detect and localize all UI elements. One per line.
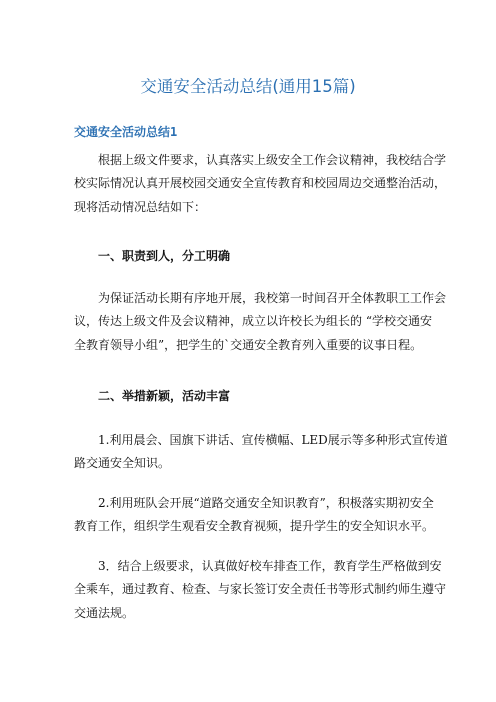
- paragraph-line: 校实际情况认真开展校园交通安全宣传教育和校园周边交通整治活动，: [74, 176, 447, 191]
- paragraph-line: 全教育领导小组”，把学生的`交通安全教育列入重要的议事日程。: [74, 337, 423, 352]
- paragraph-line: 路交通安全知识。: [74, 456, 171, 471]
- paragraph-line: 全乘车，通过教育、检查、与家长签订安全责任书等形式制约师生遵守: [74, 582, 447, 597]
- responsibilities-paragraph: [74, 287, 447, 357]
- document-title: 交通安全活动总结(通用15篇): [140, 77, 356, 96]
- list-item-2: [74, 492, 435, 539]
- paragraph-line: 根据上级文件要求，认真落实上级安全工作会议精神，我校结合学: [98, 153, 447, 167]
- paragraph-line: 3．结合上级要求，认真做好校车排查工作，教育学生严格做到安: [98, 559, 442, 573]
- heading-activities: 二、举措新颖，活动丰富: [98, 389, 231, 403]
- section-title: 交通安全活动总结1: [74, 125, 178, 139]
- list-item-1: [74, 429, 448, 476]
- heading-responsibilities: 一、职责到人，分工明确: [98, 249, 231, 263]
- paragraph-line: 为保证活动长期有序地开展，我校第一时间召开全体教职工工作会: [98, 291, 447, 305]
- paragraph-line: 2.利用班队会开展“道路交通安全知识教育”，积极落实期初安全: [98, 496, 434, 510]
- paragraph-line: 1.利用晨会、国旗下讲话、宣传横幅、LED展示等多种形式宣传道: [98, 433, 448, 447]
- list-item-3: [74, 555, 447, 625]
- paragraph-line: 议，传达上级文件及会议精神，成立以许校长为组长的 “学校交通安: [74, 314, 432, 329]
- paragraph-line: 现将活动情况总结如下：: [74, 199, 207, 214]
- intro-paragraph: [74, 149, 447, 219]
- paragraph-line: 交通法规。: [74, 605, 135, 620]
- paragraph-line: 教育工作，组织学生观看安全教育视频，提升学生的安全知识水平。: [74, 519, 435, 534]
